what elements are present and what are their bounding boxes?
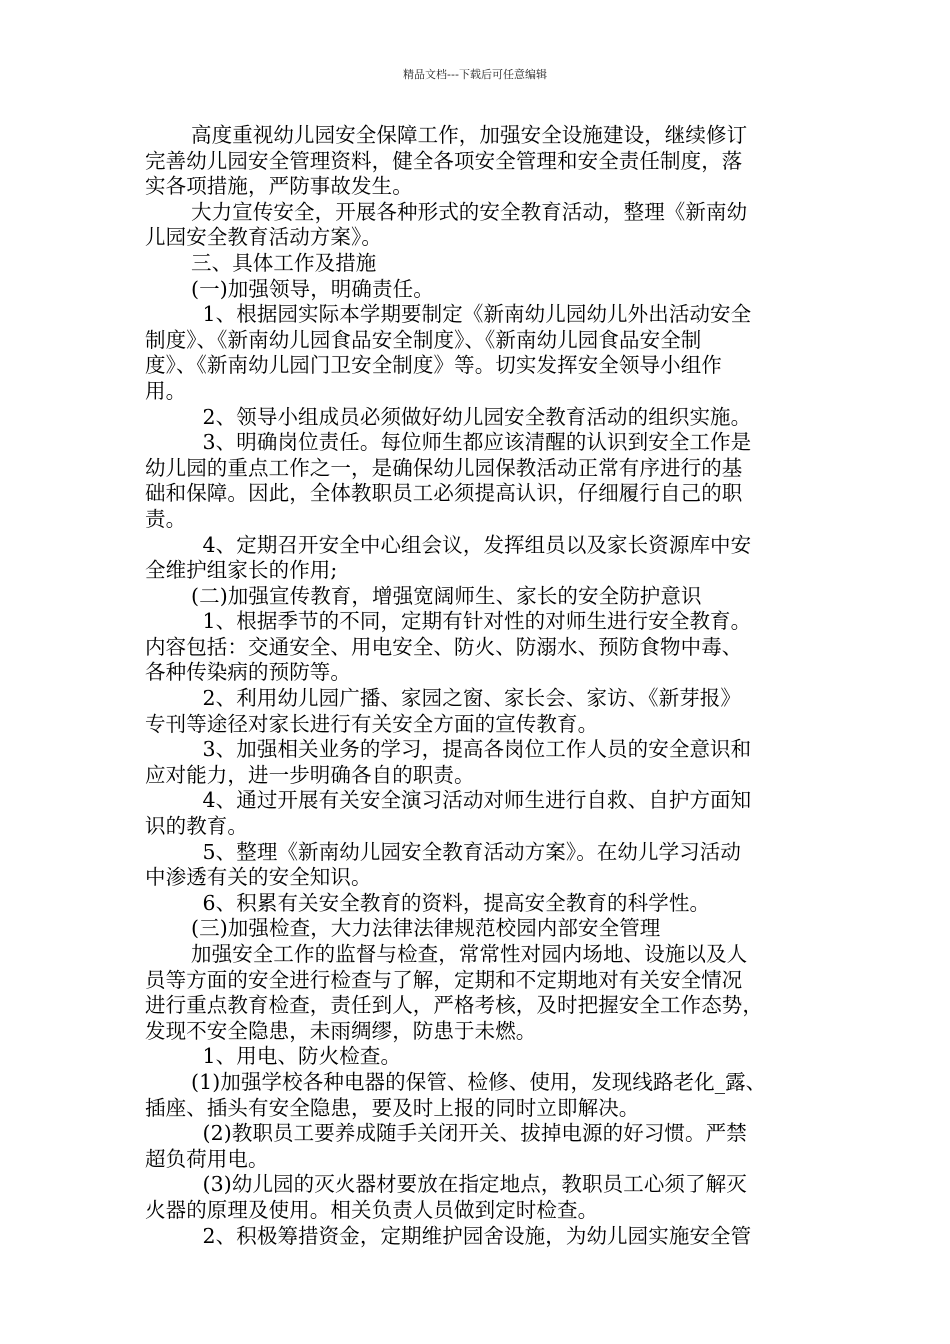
text-line: 发现不安全隐患，未雨绸缪，防患于未燃。	[145, 1018, 537, 1043]
text-line: 进行重点教育检查，责任到人，严格考核，及时把握安全工作态势，	[145, 993, 763, 1018]
text-line: 5、整理《新南幼儿园安全教育活动方案》。在幼儿学习活动	[202, 839, 741, 864]
text-line: 幼儿园的重点工作之一，是确保幼儿园保教活动正常有序进行的基	[145, 455, 743, 480]
text-line: (2)教职员工要养成随手关闭开关、拔掉电源的好习惯。严禁	[202, 1121, 747, 1146]
text-line: 识的教育。	[145, 814, 248, 839]
text-line: 2、积极筹措资金，定期维护园舍设施，为幼儿园实施安全管	[202, 1223, 752, 1248]
text-line: 高度重视幼儿园安全保障工作，加强安全设施建设，继续修订	[191, 123, 748, 147]
text-line: 3、加强相关业务的学习，提高各岗位工作人员的安全意识和	[202, 737, 752, 762]
text-line: 超负荷用电。	[145, 1146, 269, 1171]
text-line: 插座、插头有安全隐患，要及时上报的同时立即解决。	[145, 1095, 640, 1120]
text-line: 1、根据园实际本学期要制定《新南幼儿园幼儿外出活动安全	[202, 302, 752, 327]
text-line: 专刊等途径对家长进行有关安全方面的宣传教育。	[145, 711, 599, 736]
text-line: 儿园安全教育活动方案》。	[145, 225, 382, 250]
text-line: 1、根据季节的不同，定期有针对性的对师生进行安全教育。	[202, 609, 752, 634]
text-line: 火器的原理及使用。相关负责人员做到定时检查。	[145, 1197, 599, 1222]
page-header: 精品文档---下载后可任意编辑	[403, 68, 547, 81]
text-line: 内容包括：交通安全、用电安全、防火、防溺水、预防食物中毒、	[145, 634, 743, 659]
text-line: 责。	[145, 506, 187, 531]
text-line: 6、积累有关安全教育的资料，提高安全教育的科学性。	[202, 890, 711, 915]
text-line: 中渗透有关的安全知识。	[145, 865, 372, 890]
text-line: 础和保障。因此，全体教职员工必须提高认识，仔细履行自己的职	[145, 481, 743, 506]
text-line: 三、具体工作及措施	[191, 250, 377, 275]
text-line: (一)加强领导，明确责任。	[191, 276, 434, 301]
text-line: 度》、《新南幼儿园门卫安全制度》等。切实发挥安全领导小组作	[145, 353, 722, 378]
text-line: 用。	[145, 378, 187, 403]
text-line: 加强安全工作的监督与检查，常常性对园内场地、设施以及人	[191, 942, 748, 966]
text-line: 实各项措施，严防事故发生。	[145, 174, 413, 199]
text-line: 2、领导小组成员必须做好幼儿园安全教育活动的组织实施。	[202, 404, 752, 429]
text-line: (3)幼儿园的灭火器材要放在指定地点，教职员工心须了解灭	[202, 1172, 747, 1197]
text-line: 应对能力，进一步明确各自的职责。	[145, 762, 475, 787]
text-line: (二)加强宣传教育，增强宽阔师生、家长的安全防护意识	[191, 583, 702, 608]
text-line: 1、用电、防火检查。	[202, 1044, 402, 1069]
text-line: 4、定期召开安全中心组会议，发挥组员以及家长资源库中安	[202, 532, 752, 557]
text-line: (三)加强检查，大力法律法律规范校园内部安全管理	[191, 916, 661, 941]
text-line: (1)加强学校各种电器的保管、检修、使用，发现线路老化_露、	[191, 1069, 767, 1094]
text-line: 2、利用幼儿园广播、家园之窗、家长会、家访、《新芽报》	[202, 686, 741, 711]
text-line: 4、通过开展有关安全演习活动对师生进行自救、自护方面知	[202, 788, 752, 813]
text-line: 完善幼儿园安全管理资料，健全各项安全管理和安全责任制度，落	[145, 148, 743, 173]
text-line: 大力宣传安全，开展各种形式的安全教育活动，整理《新南幼	[191, 199, 748, 224]
text-line: 全维护组家长的作用;	[145, 558, 338, 583]
text-line: 3、明确岗位责任。每位师生都应该清醒的认识到安全工作是	[202, 430, 752, 455]
text-line: 员等方面的安全进行检查与了解，定期和不定期地对有关安全情况	[145, 967, 743, 992]
document-body	[145, 123, 813, 1249]
text-line: 各种传染病的预防等。	[145, 660, 351, 685]
text-line: 制度》、《新南幼儿园食品安全制度》、《新南幼儿园食品安全制	[145, 327, 702, 352]
